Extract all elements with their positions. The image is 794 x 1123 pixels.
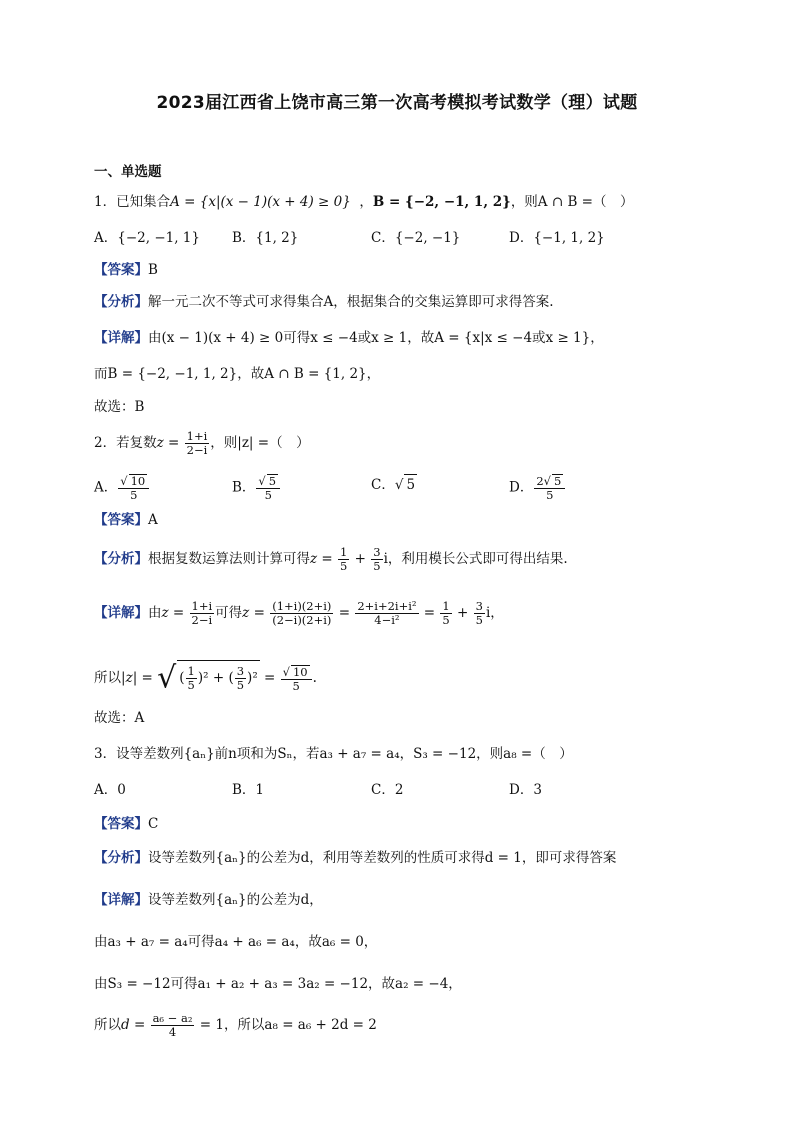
q1-option-b: B．{1, 2} <box>232 230 299 246</box>
q1-stem: 1．已知集合A = {x|(x − 1)(x + 4) ≥ 0} ，B = {−2, −1, 1, 2}，则A ∩ B =（ ） <box>94 194 634 210</box>
q2-conclusion: 故选：A <box>94 710 145 726</box>
section-heading: 一、单选题 <box>94 164 162 180</box>
q3-detail: 【详解】设等差数列{aₙ}的公差为d， <box>94 892 323 908</box>
q3-option-a: A．0 <box>94 782 126 798</box>
q3-stem: 3．设等差数列{aₙ}前n项和为Sₙ，若a₃ + a₇ = a₄，S₃ = −12，则a₈ =（ ） <box>94 746 573 762</box>
q2-stem: 2．若复数z = $\frac{1+i}{2-i}$ ，则|z| =（ ） <box>94 429 310 457</box>
q2-modulus: 所以|z| = √ ( $\frac{1}{5}$ )² + ( $\frac{3}{5}$ )² = $\frac{√ 10}{5}$ . <box>94 660 317 696</box>
q2-fraction: $\frac{1+i}{2-i}$ <box>186 429 208 457</box>
q1-stem-prefix: 1．已知集合 <box>94 194 171 210</box>
q1-option-d: D．{−1, 1, 2} <box>509 230 605 246</box>
q3-answer: 【答案】C <box>94 816 159 832</box>
q1-option-a: A．{−2, −1, 1} <box>94 230 200 246</box>
q3-detail-line-4: 所以d = $\frac{\text{a₆ − a₂}}{4}$ = 1，所以a₈ = a₆ + 2d = 2 <box>94 1011 377 1039</box>
q1-answer-value: B <box>148 262 158 278</box>
answer-label: 【答案】 <box>94 262 148 278</box>
q2-option-c: C．√ 5 <box>371 474 417 495</box>
q3-detail-line-2: 由a₃ + a₇ = a₄可得a₄ + a₆ = a₄，故a₆ = 0， <box>94 934 378 950</box>
q1-detail <box>94 328 604 348</box>
q2-option-d: D． $\frac{2√ 5}{5}$ <box>509 474 566 502</box>
q1-detail-text-1: 由(x − 1)(x + 4) ≥ 0可得x ≤ −4或x ≥ 1，故A = {x|x ≤ −4或x ≥ 1}， <box>148 330 604 346</box>
detail-label: 【详解】 <box>94 330 148 346</box>
q3-option-d: D．3 <box>509 782 542 798</box>
q1-analysis <box>94 292 554 312</box>
q2-option-b: B． $\frac{√ 5}{5}$ <box>232 474 281 502</box>
q2-stem-suffix: ，则|z| =（ ） <box>210 435 310 451</box>
q3-option-c: C．2 <box>371 782 404 798</box>
q3-analysis: 【分析】设等差数列{aₙ}的公差为d，利用等差数列的性质可求得d = 1，即可求得答案 <box>94 850 617 866</box>
q1-detail-line-2: 而B = {−2, −1, 1, 2}，故A ∩ B = {1, 2}， <box>94 366 381 382</box>
q1-conclusion: 故选：B <box>94 399 145 415</box>
q2-detail: 【详解】由z = $\frac{1+i}{2-i}$ 可得z = $\frac{(1+i)(2+i)}{(2-i)(2+i)}$ = $\frac{\text{2+i+2i+i²}}{\text{4−i²}}$ = $\frac{1}{5}$ + $\frac{3}{5}$ i， <box>94 599 504 627</box>
q1-stem-suffix: ，则A ∩ B =（ ） <box>510 194 634 210</box>
q1-set-b: B = {−2, −1, 1, 2} <box>372 194 511 210</box>
q2-stem-prefix: 2．若复数 <box>94 435 157 451</box>
document-title: 2023届江西省上饶市高三第一次高考模拟考试数学（理）试题 <box>156 93 638 113</box>
analysis-label: 【分析】 <box>94 294 148 310</box>
q1-set-a: A = {x|(x − 1)(x + 4) ≥ 0} <box>170 194 351 210</box>
q3-answer-value: C <box>148 816 159 832</box>
q1-answer <box>94 260 158 280</box>
q2-answer: 【答案】A <box>94 512 158 528</box>
q2-answer-value: A <box>148 512 158 528</box>
q2-option-a: A． $\frac{√ 10}{5}$ <box>94 474 150 502</box>
q1-analysis-text: 解一元二次不等式可求得集合A，根据集合的交集运算即可求得答案. <box>148 294 554 310</box>
q3-option-b: B．1 <box>232 782 265 798</box>
q2-analysis: 【分析】根据复数运算法则计算可得z = $\frac{1}{5}$ + $\frac{3}{5}$ i，利用模长公式即可得出结果. <box>94 545 568 573</box>
q3-detail-line-3: 由S₃ = −12可得a₁ + a₂ + a₃ = 3a₂ = −12，故a₂ = −4， <box>94 976 462 992</box>
q1-option-c: C．{−2, −1} <box>371 230 461 246</box>
